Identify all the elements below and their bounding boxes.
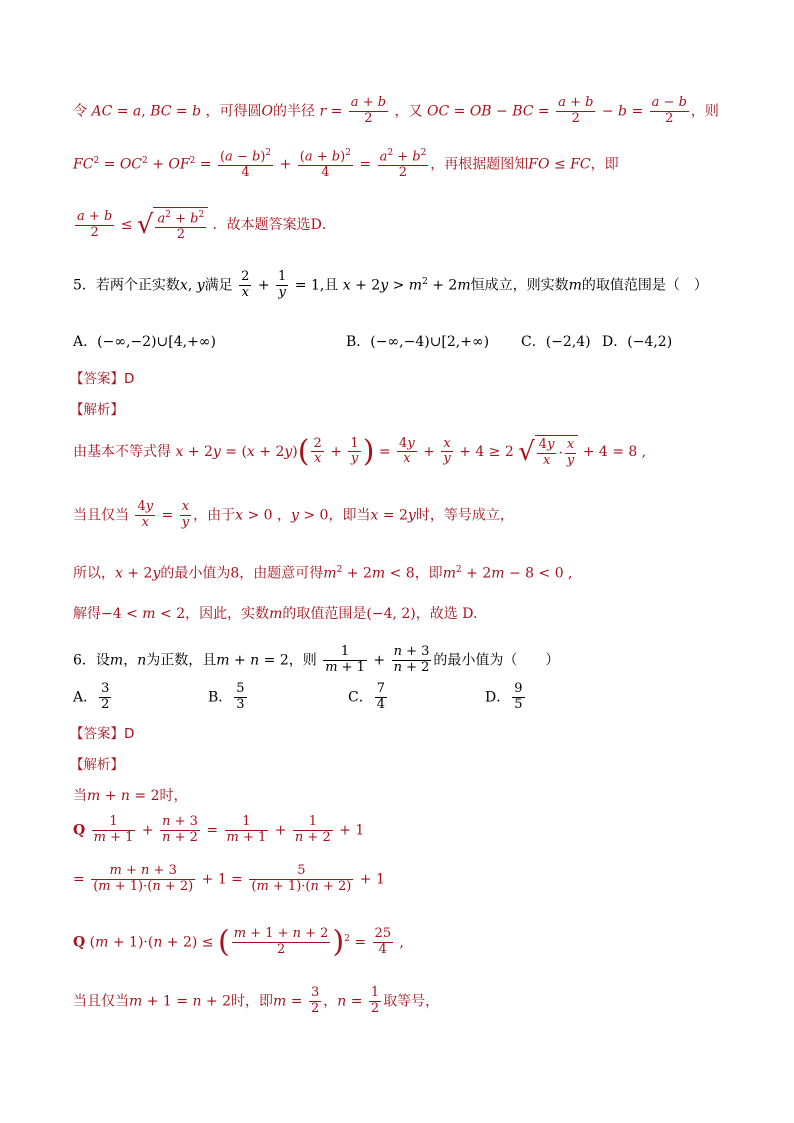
question-5-stem: 5．若两个正实数x, y满足 $\frac{2}{x}$ + $\frac{1}{y}$ = 1,且 $x + 2y > m^2 + 2m$恒成立，则实数m的取值范围是（ ） xyxy=(73,269,708,300)
question-6-option-d[interactable]: D． $\frac{9}{5}$ xyxy=(485,681,523,712)
question-6-option-a[interactable]: A． $\frac{3}{2}$ xyxy=(73,681,110,712)
question-6-analysis-line2: Q $\frac{1}{m + 1}$ + $\frac{n + 3}{n + 2}$ = $\frac{1}{m + 1}$ + $\frac{1}{n + 2}$ + 1 xyxy=(73,814,365,845)
solution4-line1: 令 AC = a, BC = b ，可得圆O的半径 r = $\frac{a + b}{2}$ ，又 OC = OB − BC = $\frac{a + b}{2}$ − b = $\frac{a - b}{2}$ ，则 xyxy=(73,95,719,126)
question-5-option-a[interactable]: A．(−∞,−2)∪[4,+∞) xyxy=(73,334,216,350)
question-5-analysis-line4: 解得−4 < m < 2，因此，实数m的取值范围是(−4, 2)，故选 D. xyxy=(73,606,478,622)
question-6-analysis-line5: 当且仅当m + 1 = n + 2时，即m = $\frac{3}{2}$ ，n = $\frac{1}{2}$ 取等号， xyxy=(73,985,440,1016)
question-6-analysis-title: 【解析】 xyxy=(70,757,124,773)
question-5-option-b[interactable]: B．(−∞,−4)∪[2,+∞) xyxy=(346,334,490,350)
question-6-analysis-line3: = $\frac{m + n + 3}{(m + 1)\cdot(n + 2)}$ + 1 = $\frac{5}{(m + 1)\cdot(n + 2)}$ + 1 xyxy=(73,863,385,894)
question-5-option-c[interactable]: C．(−2,4) xyxy=(521,334,591,350)
question-6-option-c[interactable]: C． $\frac{7}{4}$ xyxy=(348,681,385,712)
question-6-analysis-line4: Q (m + 1)·(n + 2) ≤ ( $\frac{m + 1 + n + 2}{2}$ )$^2$ = $\frac{25}{4}$ , xyxy=(73,924,404,960)
question-5-option-d[interactable]: D．(−4,2) xyxy=(602,334,673,350)
solution4-line3: $\frac{a + b}{2}$ ≤ √ $\frac{a^2 + b^2}{2}$ ．故本题答案选D． xyxy=(77,208,336,243)
question-6-option-b[interactable]: B． $\frac{5}{3}$ xyxy=(208,681,245,712)
question-5-analysis-line3: 所以，x + 2y的最小值为8，由题意可得$m^2 + 2m < 8$，即$m^2 + 2m - 8 < 0$ , xyxy=(73,565,573,582)
question-5-analysis-title: 【解析】 xyxy=(70,402,124,418)
question-5-answer: 【答案】D xyxy=(70,371,135,387)
question-6-stem: 6．设m，n为正数，且m + n = 2，则 $\frac{1}{m + 1}$ + $\frac{n + 3}{n + 2}$ 的最小值为（ ） xyxy=(73,644,560,675)
question-6-analysis-line1: 当m + n = 2时， xyxy=(73,788,188,804)
question-6-answer: 【答案】D xyxy=(70,726,135,742)
solution4-line2: $FC^2 = OC^2 + OF^2$ = $\frac{(a - b)^2}{4}$ + $\frac{(a + b)^2}{4}$ = $\frac{a^2 + b^2}{2}$ ，再根据题图知FO ≤ FC，即 xyxy=(73,148,619,181)
question-5-analysis-line1: 由基本不等式得 x + 2y = (x + 2y)( $\frac{2}{x}$ + $\frac{1}{y}$ ) = $\frac{4y}{x}$ + $\frac{x}{y}$ + 4 ≥ 2 √ $\frac{4y}{x}$ · $\frac{x}{y}$ + 4 = 8 , xyxy=(73,433,647,469)
question-5-analysis-line2: 当且仅当 $\frac{4y}{x}$ = $\frac{x}{y}$ ，由于x > 0 ，y > 0，即当x = 2y时，等号成立， xyxy=(73,499,514,530)
